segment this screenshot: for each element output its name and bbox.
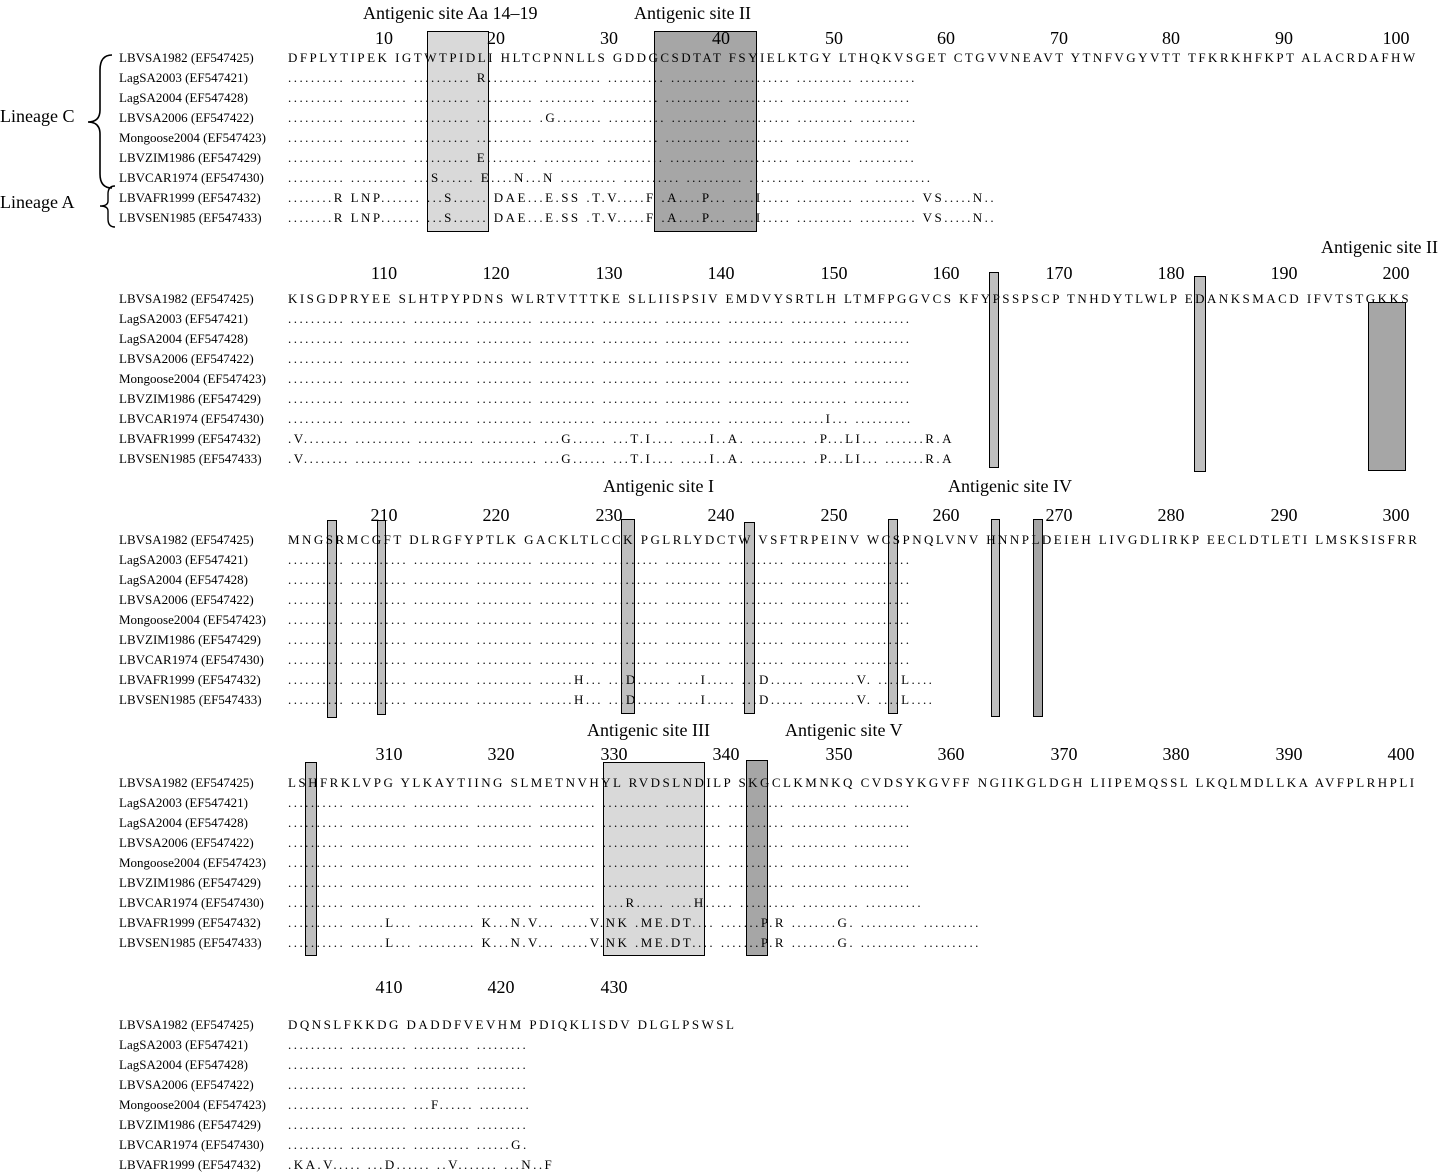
- sequence-row: .......... .......... .......... .......... ......H... ...D...... ....I..... ...D...... ........V. ....L....: [288, 672, 935, 687]
- sequence-name: LBVSA1982 (EF547425): [119, 775, 254, 790]
- sequence-name: LBVSA1982 (EF547425): [119, 291, 254, 306]
- sequence-row: .......... .......... .......... .......... .......... .......... .......... .......... .......... ..........: [288, 875, 912, 890]
- site-label: Antigenic site V: [785, 720, 903, 740]
- sequence-row: .......... .......... .......... .......... .......... .......... .......... .......... .......... ..........: [288, 632, 912, 647]
- sequence-name: LBVCAR1974 (EF547430): [119, 170, 264, 185]
- ruler-number: 10: [375, 28, 393, 48]
- ruler-number: 270: [1045, 505, 1073, 525]
- sequence-row: MNGSRMCGFT DLRGFYPTLK GACKLTLCCK PGLRLYDCTW VSFTRPEINV WCSPNQLVNV HNNPLDEIEH LIVGDLIRKP EECLDTLETI LMSKSISFRR: [288, 532, 1420, 547]
- sequence-name: LBVAFR1999 (EF547432): [119, 915, 261, 930]
- sequence-name: LBVAFR1999 (EF547432): [119, 1157, 261, 1172]
- sequence-name: LBVAFR1999 (EF547432): [119, 190, 261, 205]
- site-label: Antigenic site III: [587, 720, 710, 740]
- ruler-number: 230: [595, 505, 623, 525]
- ruler-number: 320: [487, 744, 515, 764]
- sequence-row: .......... .......... .......... ......G.: [288, 1137, 529, 1152]
- site-label: Antigenic site II: [1321, 237, 1438, 257]
- sequence-row: .......... .......... .......... .........: [288, 1077, 529, 1092]
- site-ii-highlight: [1368, 302, 1406, 471]
- sequence-name: LBVSA2006 (EF547422): [119, 592, 254, 607]
- sequence-name: Mongoose2004 (EF547423): [119, 130, 266, 145]
- ruler-number: 150: [820, 263, 848, 283]
- sequence-row: .......... .......... .......... .......... ......H... ...D...... ....I..... ...D...... ........V. ....L....: [288, 692, 935, 707]
- sequence-name: LBVSEN1985 (EF547433): [119, 210, 262, 225]
- sequence-row: .......... .......... .......... .......... .......... .......... .......... .......... ......I... ..........: [288, 411, 913, 426]
- sequence-row: .......... .......... .......... .........: [288, 1037, 529, 1052]
- sequence-name: Mongoose2004 (EF547423): [119, 1097, 266, 1112]
- ruler-number: 330: [600, 744, 628, 764]
- ruler-number: 220: [482, 505, 510, 525]
- sequence-name: LBVCAR1974 (EF547430): [119, 652, 264, 667]
- sequence-name: Mongoose2004 (EF547423): [119, 855, 266, 870]
- site-highlight: [991, 519, 1000, 717]
- ruler-number: 30: [600, 28, 618, 48]
- sequence-name: LBVCAR1974 (EF547430): [119, 895, 264, 910]
- sequence-row: .......... .......... .......... .......... .G........ .......... .......... .......... .......... ..........: [288, 110, 918, 125]
- sequence-row: .......... .......... .......... .......... .......... .......... .......... .......... .......... ..........: [288, 351, 912, 366]
- ruler-number: 180: [1157, 263, 1185, 283]
- sequence-name: LagSA2004 (EF547428): [119, 815, 248, 830]
- sequence-row: DFPLYTIPEK IGTWTPIDLI HLTCPNNLLS GDDGCSDTAT FSYIELKTGY LTHQKVSGET CTGVVNEAVT YTNFVGYVTT TFKRKHFKPT ALACRDAFHW: [288, 50, 1418, 65]
- ruler-number: 430: [600, 977, 628, 997]
- sequence-row: .......... .......... .......... .......... .......... .......... .......... .......... .......... ..........: [288, 130, 912, 145]
- sequence-name: LagSA2004 (EF547428): [119, 572, 248, 587]
- sequence-name: LBVCAR1974 (EF547430): [119, 411, 264, 426]
- ruler-number: 120: [482, 263, 510, 283]
- sequence-name: LBVSA1982 (EF547425): [119, 532, 254, 547]
- sequence-row: .......... .......... ...S...... E....N...N .......... .......... .......... .......... .......... ..........: [288, 170, 933, 185]
- lineage-c-label: Lineage C: [0, 106, 75, 126]
- sequence-name: LBVSA2006 (EF547422): [119, 110, 254, 125]
- sequence-name: LBVZIM1986 (EF547429): [119, 1117, 261, 1132]
- sequence-name: LBVAFR1999 (EF547432): [119, 431, 261, 446]
- sequence-name: Mongoose2004 (EF547423): [119, 371, 266, 386]
- sequence-row: KISGDPRYEE SLHTPYPDNS WLRTVTTTKE SLLIISPSIV EMDVYSRTLH LTMFPGGVCS KFYPSSPSCP TNHDYTLWLP EDANKSMACD IFVTSTGKKS: [288, 291, 1412, 306]
- ruler-number: 90: [1275, 28, 1293, 48]
- sequence-row: .......... .......... .......... R......... .......... .......... .......... .......... .......... ..........: [288, 70, 917, 85]
- sequence-name: LBVZIM1986 (EF547429): [119, 875, 261, 890]
- alignment-block-4: [0, 720, 1450, 960]
- sequence-name: LagSA2003 (EF547421): [119, 311, 248, 326]
- sequence-row: .......... .......... .......... .......... .......... .......... .......... .......... .......... ..........: [288, 612, 912, 627]
- sequence-name: LagSA2003 (EF547421): [119, 1037, 248, 1052]
- ruler-number: 400: [1387, 744, 1415, 764]
- sequence-row: .......... .......... .......... .......... .......... .......... .......... .......... .......... ..........: [288, 371, 912, 386]
- sequence-name: LBVSA2006 (EF547422): [119, 835, 254, 850]
- sequence-name: LBVSA1982 (EF547425): [119, 1017, 254, 1032]
- sequence-name: LBVSEN1985 (EF547433): [119, 451, 262, 466]
- sequence-name: LBVSEN1985 (EF547433): [119, 935, 262, 950]
- site-label: Antigenic site I: [603, 476, 714, 496]
- ruler-number: 170: [1045, 263, 1073, 283]
- alignment-block-1: [0, 0, 1450, 240]
- sequence-name: LagSA2003 (EF547421): [119, 552, 248, 567]
- ruler-number: 160: [932, 263, 960, 283]
- sequence-name: LBVCAR1974 (EF547430): [119, 1137, 264, 1152]
- sequence-row: .V........ .......... .......... .......... ...G...... ...T.I.... .....I..A. .......... .P...LI... .......R.A: [288, 431, 954, 446]
- ruler-number: 280: [1157, 505, 1185, 525]
- site-label: Antigenic site IV: [948, 476, 1072, 496]
- sequence-row: .......... .......... .......... .......... .......... .......... .......... .......... .......... ..........: [288, 795, 912, 810]
- ruler-number: 40: [712, 28, 730, 48]
- ruler: [0, 505, 1450, 532]
- ruler-number: 240: [707, 505, 735, 525]
- alignment-block-5: [0, 970, 1450, 1175]
- site-highlight: [1033, 519, 1043, 717]
- alignment-block-2: [0, 237, 1450, 480]
- sequence-row: .......... .......... .......... .........: [288, 1057, 529, 1072]
- ruler: [0, 263, 1450, 290]
- site-label: Antigenic site Aa 14–19: [363, 3, 538, 23]
- sequence-row: .......... ......L... .......... K...N.V... .....V.NK .ME.DT.... .......P.R ........G. .......... ..........: [288, 935, 981, 950]
- ruler-number: 410: [375, 977, 403, 997]
- sequence-row: .......... .......... .......... .......... .......... ....R..... ....H..... .......... .......... ..........: [288, 895, 924, 910]
- sequence-row: .......... .......... .......... .......... .......... .......... .......... .......... .......... ..........: [288, 311, 912, 326]
- ruler-number: 360: [937, 744, 965, 764]
- sequence-row: .......... .......... .......... .......... .......... .......... .......... .......... .......... ..........: [288, 572, 912, 587]
- sequence-name: LBVSA2006 (EF547422): [119, 351, 254, 366]
- ruler: [0, 744, 1450, 771]
- sequence-row: DQNSLFKKDG DADDFVEVHM PDIQKLISDV DLGLPSWSL: [288, 1017, 737, 1032]
- ruler-number: 210: [370, 505, 398, 525]
- ruler: [0, 977, 1450, 1004]
- ruler-number: 50: [825, 28, 843, 48]
- sequence-row: .......... .......... .......... .......... .......... .......... .......... .......... .......... ..........: [288, 331, 912, 346]
- sequence-row: ........R LNP....... ...S...... DAE...E.SS .T.V.....F .A....P... ....I..... .......... .......... VS.....N..: [288, 210, 997, 225]
- ruler-number: 390: [1275, 744, 1303, 764]
- sequence-row: .......... .......... .......... .......... .......... .......... .......... .......... .......... ..........: [288, 815, 912, 830]
- sequence-row: .......... .......... .......... .......... .......... .......... .......... .......... .......... ..........: [288, 552, 912, 567]
- ruler-number: 300: [1382, 505, 1410, 525]
- site-label: Antigenic site II: [634, 3, 751, 23]
- sequence-row: .......... .......... .......... .......... .......... .......... .......... .......... .......... ..........: [288, 835, 912, 850]
- sequence-name: LBVSEN1985 (EF547433): [119, 692, 262, 707]
- ruler-number: 130: [595, 263, 623, 283]
- ruler-number: 80: [1162, 28, 1180, 48]
- ruler-number: 140: [707, 263, 735, 283]
- sequence-row: .......... .......... .......... .......... .......... .......... .......... .......... .......... ..........: [288, 652, 912, 667]
- sequence-name: LBVSA2006 (EF547422): [119, 1077, 254, 1092]
- sequence-name: Mongoose2004 (EF547423): [119, 612, 266, 627]
- sequence-name: LBVSA1982 (EF547425): [119, 50, 254, 65]
- ruler-number: 340: [712, 744, 740, 764]
- alignment-block-3: [0, 476, 1450, 720]
- sequence-row: .......... .......... .......... .......... .......... .......... .......... .......... .......... ..........: [288, 90, 912, 105]
- sequence-row: .......... .......... .......... E......... .......... .......... .......... .......... .......... ..........: [288, 150, 917, 165]
- ruler-number: 200: [1382, 263, 1410, 283]
- ruler-number: 350: [825, 744, 853, 764]
- ruler-number: 190: [1270, 263, 1298, 283]
- sequence-row: .......... ......L... .......... K...N.V... .....V.NK .ME.DT.... .......P.R ........G. .......... ..........: [288, 915, 981, 930]
- ruler-number: 250: [820, 505, 848, 525]
- ruler-number: 310: [375, 744, 403, 764]
- ruler-number: 70: [1050, 28, 1068, 48]
- sequence-row: .V........ .......... .......... .......... ...G...... ...T.I.... .....I..A. .......... .P...LI... .......R.A: [288, 451, 954, 466]
- sequence-name: LagSA2003 (EF547421): [119, 70, 248, 85]
- sequence-row: .......... .......... .......... .......... .......... .......... .......... .......... .......... ..........: [288, 391, 912, 406]
- sequence-row: .......... .......... .......... .......... .......... .......... .......... .......... .......... ..........: [288, 855, 912, 870]
- sequence-row: .KA.V..... ...D...... ..V....... ...N..F: [288, 1157, 555, 1172]
- sequence-row: LSHFRKLVPG YLKAYTIING SLMETNVHYL RVDSLNDILP SKGCLKMNKQ CVDSYKGVFF NGIIKGLDGH LIIPEMQSSL LKQLMDLLKA AVFPLRHPLI: [288, 775, 1417, 790]
- ruler-number: 110: [370, 263, 398, 283]
- sequence-name: LagSA2004 (EF547428): [119, 331, 248, 346]
- lineage-a-label: Lineage A: [0, 192, 75, 212]
- ruler-number: 290: [1270, 505, 1298, 525]
- sequence-name: LBVZIM1986 (EF547429): [119, 391, 261, 406]
- sequence-name: LagSA2003 (EF547421): [119, 795, 248, 810]
- sequence-name: LBVZIM1986 (EF547429): [119, 150, 261, 165]
- ruler-number: 100: [1382, 28, 1410, 48]
- sequence-row: ........R LNP....... ...S...... DAE...E.SS .T.V.....F .A....P... ....I..... .......... .......... VS.....N..: [288, 190, 997, 205]
- ruler-number: 20: [487, 28, 505, 48]
- ruler-number: 380: [1162, 744, 1190, 764]
- sequence-name: LagSA2004 (EF547428): [119, 90, 248, 105]
- ruler-number: 420: [487, 977, 515, 997]
- sequence-name: LBVAFR1999 (EF547432): [119, 672, 261, 687]
- sequence-row: .......... .......... ...F...... .........: [288, 1097, 532, 1112]
- sequence-row: .......... .......... .......... .........: [288, 1117, 529, 1132]
- ruler-number: 260: [932, 505, 960, 525]
- sequence-name: LagSA2004 (EF547428): [119, 1057, 248, 1072]
- ruler-number: 370: [1050, 744, 1078, 764]
- ruler-number: 60: [937, 28, 955, 48]
- sequence-row: .......... .......... .......... .......... .......... .......... .......... .......... .......... ..........: [288, 592, 912, 607]
- sequence-name: LBVZIM1986 (EF547429): [119, 632, 261, 647]
